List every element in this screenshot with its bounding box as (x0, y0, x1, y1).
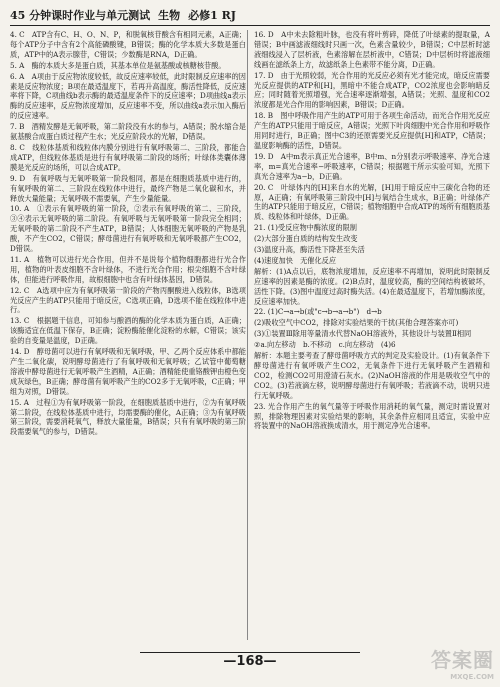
answer-paragraph: 8. C 线粒体基质和线粒体内膜分别进行有氧呼吸第二、三阶段，都能合成ATP，但线粒体基质是进行有氧呼吸第二阶段的场所；叶绿体类囊体薄膜是光反应的场所，可以合成ATP。 (10, 142, 246, 172)
answer-paragraph: 10. A ①表示有氧呼吸的第一阶段，②表示有氧呼吸的第二、三阶段，③④表示无氧呼吸的第二阶段。有氧呼吸与无氧呼吸第一阶段完全相同；无氧呼吸的第二阶段不产生ATP，B错误；人体细胞无氧呼吸的产物是乳酸，不产生CO2，C错误；酵母菌进行有氧呼吸和无氧呼吸都产生CO2，D错误。 (10, 204, 246, 254)
volume-label: 必修1 RJ (188, 9, 236, 22)
answer-paragraph: (2)大部分蛋白质的结构发生改变 (254, 234, 358, 244)
subject-label: 生物 (158, 9, 181, 22)
page-number: —168— (223, 654, 277, 669)
book-title: 45 分钟课时作业与单元测试 (10, 9, 151, 22)
page-header (10, 6, 490, 26)
watermark-url: MXQE.COM (450, 673, 494, 681)
answer-paragraph: 13. C 根据题干信息，可知参与酿酒的酶的化学本质为蛋白质，A正确；该酶适宜在低温下保存，B正确；淀粉酶能催化淀粉的水解，C错误；该实验的自变量是温度，D正确。 (10, 316, 246, 346)
column-divider (247, 30, 248, 640)
watermark-logo (431, 644, 494, 681)
answer-paragraph: 19. D A中m表示真正光合速率，B中m、n分别表示呼吸速率、净光合速率，m=真光合速率−呼吸速率，C错误；根据题干所示实验可知，光照下真光合速率为a−b，D正确。 (254, 151, 490, 181)
answer-paragraph: 22. (1)C→a→b(或"c→b→a→b") d→b (254, 307, 382, 317)
answer-paragraph: 14. D 醇母菌可以进行有氧呼吸和无氧呼吸，甲、乙两个反应体系中都能产生二氧化碳，说明酵母菌进行了有氧呼吸和无氧呼吸；乙试管中葡萄糖溶液中酵母菌进行无氧呼吸产生酒精，A正确；酒精能使重铬酸钾由橙色变成灰绿色，B正确；酵母菌有氧呼吸产生的CO2多于无氧呼吸，C正确；甲组为对照，D错误。 (10, 347, 246, 396)
answer-paragraph: ②a.向左移动 b.不移动 c.向左移动 (4)6 (254, 340, 396, 350)
answer-paragraph: 6. A A项由于反应物浓度较低，故反应速率较低，此时限制反应速率的因素是反应物浓度；B项在最适温度下，若再升高温度，酶活性降低，反应速率将下降，C项曲线b表示酶的最适温度条件下的反应速率；D项曲线a表示酶的反应速率，反应物浓度增加，反应速率不变，所以曲线a表示加入酶后的反应速率。 (10, 71, 246, 121)
answer-paragraph: 23. 光合作用产生的氧气量等于呼吸作用消耗的氧气量，测定时需设置对照，排除物理因素对实验结果的影响，其余条件应相同且适宜，实验中应将装置中的NaOH溶液换成清水，用于测定净光合速率。 (254, 401, 490, 431)
answer-paragraph: 12. C A选项中应为有氧呼吸第一阶段的产物丙酮酸进入线粒体，B选项光反应产生的ATP只能用于暗反应，C选项正确，D选项不能在线粒体中进行。 (10, 285, 246, 315)
answer-paragraph: 11. A 植物可以进行光合作用，但并不是说每个植物细胞都进行光合作用，植物的叶表皮细胞不含叶绿体，不进行光合作用；根尖细胞不含叶绿体，但能进行呼吸作用，故根细胞中也含有叶绿体基因，D错误。 (10, 254, 246, 284)
answer-paragraph: (2)吸收空气中CO2，排除对实验结果的干扰(其他合理答案亦可) (254, 318, 459, 328)
answer-paragraph: 解析：本题主要考查了酵母菌呼吸方式的判定及实验设计。(1)有氧条件下酵母菌进行有氧呼吸产生CO2，无氧条件下进行无氧呼吸产生酒精和CO2，检测CO2可用澄清石灰水。(2)NaOH溶液的作用是吸收空气中的CO2。(3)若液滴左移，说明酵母菌进行有氧呼吸；若液滴不动，说明只进行无氧呼吸。 (254, 351, 490, 400)
right-column (254, 30, 490, 640)
footer-rule (140, 652, 360, 653)
answer-paragraph: 16. D A中未去除粗叶脉，也没有将叶剪碎，降低了叶绿素的提取量，A错误；B中画滤液细线时只画一次，色素含量较少，B错误；C中层析时滤液细线浸入了层析液，色素溶解在层析液中，C错误；D中层析时将滤液细线画在滤纸条上方，故滤纸条上色素带不能分离，D正确。 (254, 30, 490, 69)
answer-paragraph: 解析：(1)A点以后，底物浓度增加，反应速率不再增加，说明此时限制反应速率的因素是酶的浓度。(2)B点时，温度较高，酶的空间结构被破坏，活性下降。(3)图中温度过高时酶失活。(4)在最适温度下，若增加酶浓度，反应速率加快。 (254, 266, 490, 306)
answer-paragraph: (3)①装置Ⅲ除用等量清水代替NaOH溶液外，其他设计与装置Ⅱ相同 (254, 329, 472, 339)
answer-paragraph: 18. B 图中呼吸作用产生的ATP可用于各项生命活动，而光合作用光反应产生的ATP只能用于暗反应，A错误；光照下叶肉细胞中光合作用和呼吸作用同时进行，B正确；图中C3的还原需要光反应提供[H]和ATP，C错误；温度影响酶的活性，D错误。 (254, 111, 490, 150)
answer-paragraph: 15. A 过程①为有氧呼吸第一阶段，在细胞质基质中进行，②为有氧呼吸第二阶段，在线粒体基质中进行，均需要酶的催化，A正确；③为有氧呼吸第三阶段，需要消耗氧气，释放大量能量，B错误；只有有氧呼吸的第三阶段需要氧气的参与，D错误。 (10, 397, 246, 437)
answer-paragraph: 5. A 酶的本质大多是蛋白质，其基本单位是氨基酸或核糖核苷酸。 (10, 60, 226, 70)
answer-paragraph: 20. C 叶绿体内的[H]来自水的光解，[H]用于暗反应中三碳化合物的还原，A正确；有氧呼吸第三阶段中[H]与氧结合生成水，B正确；叶绿体产生的ATP只能用于暗反应，C错误；植物细胞中合成ATP的场所有细胞质基质、线粒体和叶绿体，D正确。 (254, 182, 490, 222)
answer-paragraph: 9. D 有氧呼吸与无氧呼吸第一阶段相同，都是在细胞质基质中进行的，有氧呼吸的第二、三阶段在线粒体中进行，最终产物是二氧化碳和水，并释放大量能量；无氧呼吸不需要氧，产生少量能量。 (10, 173, 246, 203)
answer-columns (10, 30, 490, 640)
answer-paragraph: 21. (1)受反应物中酶浓度的限制 (254, 223, 357, 233)
answer-paragraph: (3)温度升高，酶活性下降甚至失活 (254, 245, 365, 255)
watermark-text: 答案圈 (431, 648, 494, 672)
answer-paragraph: 4. C ATP含有C、H、O、N、P，和脱氧核苷酸含有相同元素，A正确；每个ATP分子中含有2个高能磷酸键，B错误；酶的化学本质大多数是蛋白质，ATP中的A表示腺苷，C错误；少数酶是RNA，D正确。 (10, 30, 246, 59)
answer-paragraph: 17. D 由于光照较弱，光合作用的光反应必须有光才能完成，暗反应需要光反应提供的ATP和[H]，黑暗中不能合成ATP，CO2浓度也会影响暗反应；同时随着光照增强，光合速率逐渐增强，A错误；光照、温度和CO2浓度都是光合作用的影响因素，B错误；D正确。 (254, 70, 490, 110)
left-column (10, 30, 246, 640)
answer-paragraph: 7. B 酒精发酵是无氧呼吸，第二阶段没有水的参与，A错误；脱水缩合是氨基酸合成蛋白质过程产生水；光反应阶段水的光解，D错误。 (10, 122, 246, 142)
answer-paragraph: (4)速度加快 无催化反应 (254, 255, 337, 265)
